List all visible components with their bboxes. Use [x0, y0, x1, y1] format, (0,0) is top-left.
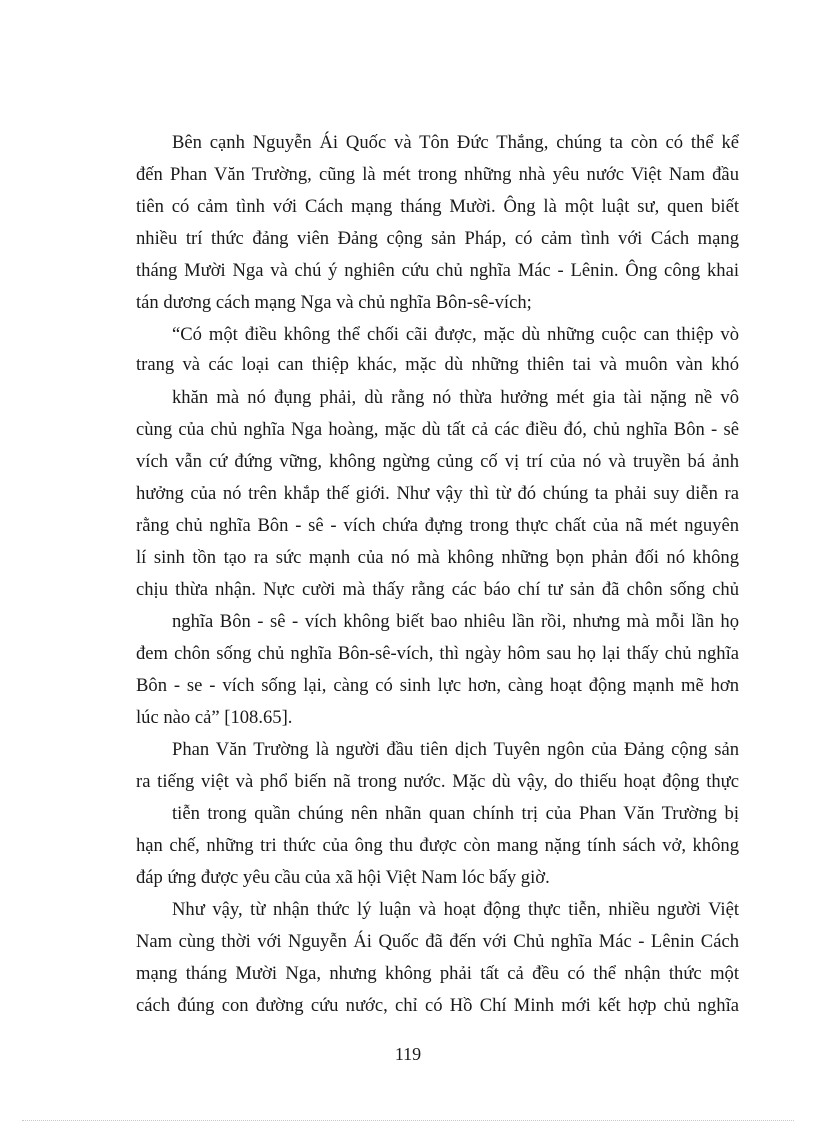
text-line: hạn chế, những tri thức của ông thu được còn mang nặng tính sách vở, không [136, 835, 739, 856]
text-line: nghĩa Bôn - sê - vích không biết bao nhiêu lần rồi, nhưng mà mỗi lần họ [172, 611, 739, 632]
text-line: tiên có cảm tình với Cách mạng tháng Mười. Ông là một luật sư, quen biết [136, 196, 739, 217]
text-line: rằng chủ nghĩa Bôn - sê - vích chứa đựng trong thực chất của nã mét nguyên [136, 515, 739, 536]
text-line: tiễn trong quần chúng nên nhãn quan chính trị của Phan Văn Trường bị [172, 803, 739, 824]
text-line: ra tiếng việt và phổ biến nã trong nước. Mặc dù vậy, do thiếu hoạt động thực [136, 771, 739, 792]
text-line: Bôn - se - vích sống lại, càng có sinh lực hơn, càng hoạt động mạnh mẽ hơn [136, 675, 739, 696]
text-line: lúc nào cả” [108.65]. [136, 707, 293, 728]
text-line: hưởng của nó trên khắp thế giới. Như vậy thì từ đó chúng ta phải suy diễn ra [136, 483, 739, 504]
text-line: Phan Văn Trường là người đầu tiên dịch Tuyên ngôn của Đảng cộng sản [172, 739, 739, 760]
text-line: lí sinh tồn tạo ra sức mạnh của nó mà không những bọn phản đối nó không [136, 547, 739, 568]
text-line: Như vậy, từ nhận thức lý luận và hoạt động thực tiễn, nhiều người Việt [172, 899, 739, 920]
text-line: đến Phan Văn Trường, cũng là mét trong những nhà yêu nước Việt Nam đầu [136, 164, 739, 185]
text-line: Bên cạnh Nguyễn Ái Quốc và Tôn Đức Thắng, chúng ta còn có thể kể [172, 132, 739, 153]
text-line: vích vẫn cứ đứng vững, không ngừng củng cố vị trí của nó và truyền bá ảnh [136, 451, 739, 472]
text-line: trang và các loại can thiệp khác, mặc dù những thiên tai và muôn vàn khó [136, 354, 739, 375]
text-line: tán dương cách mạng Nga và chủ nghĩa Bôn-sê-vích; [136, 292, 532, 313]
text-line: cách đúng con đường cứu nước, chỉ có Hồ Chí Minh mới kết hợp chủ nghĩa [136, 995, 739, 1016]
page-number: 119 [394, 1044, 422, 1064]
text-line: đáp ứng được yêu cầu của xã hội Việt Nam lóc bấy giờ. [136, 867, 550, 888]
text-line: đem chôn sống chủ nghĩa Bôn-sê-vích, thì ngày hôm sau họ lại thấy chủ nghĩa [136, 643, 739, 664]
text-line: tháng Mười Nga và chú ý nghiên cứu chủ nghĩa Mác - Lênin. Ông công khai [136, 260, 739, 281]
page-bottom-divider [22, 1120, 794, 1121]
text-line: nhiều trí thức đảng viên Đảng cộng sản Pháp, có cảm tình với Cách mạng [136, 228, 739, 249]
text-line: cùng của chủ nghĩa Nga hoàng, mặc dù tất cả các điều đó, chủ nghĩa Bôn - sê [136, 419, 739, 440]
text-line: chịu thừa nhận. Nực cười mà thấy rằng các báo chí tư sản đã chôn sống chủ [136, 579, 739, 600]
text-line: khăn mà nó đụng phải, dù rằng nó thừa hưởng mét gia tài nặng nề vô [172, 387, 739, 408]
text-line: “Có một điều không thể chối cãi được, mặc dù những cuộc can thiệp vò [172, 324, 739, 345]
text-line: mạng tháng Mười Nga, nhưng không phải tất cả đều có thể nhận thức một [136, 963, 739, 984]
text-line: Nam cùng thời với Nguyễn Ái Quốc đã đến với Chủ nghĩa Mác - Lênin Cách [136, 931, 739, 952]
